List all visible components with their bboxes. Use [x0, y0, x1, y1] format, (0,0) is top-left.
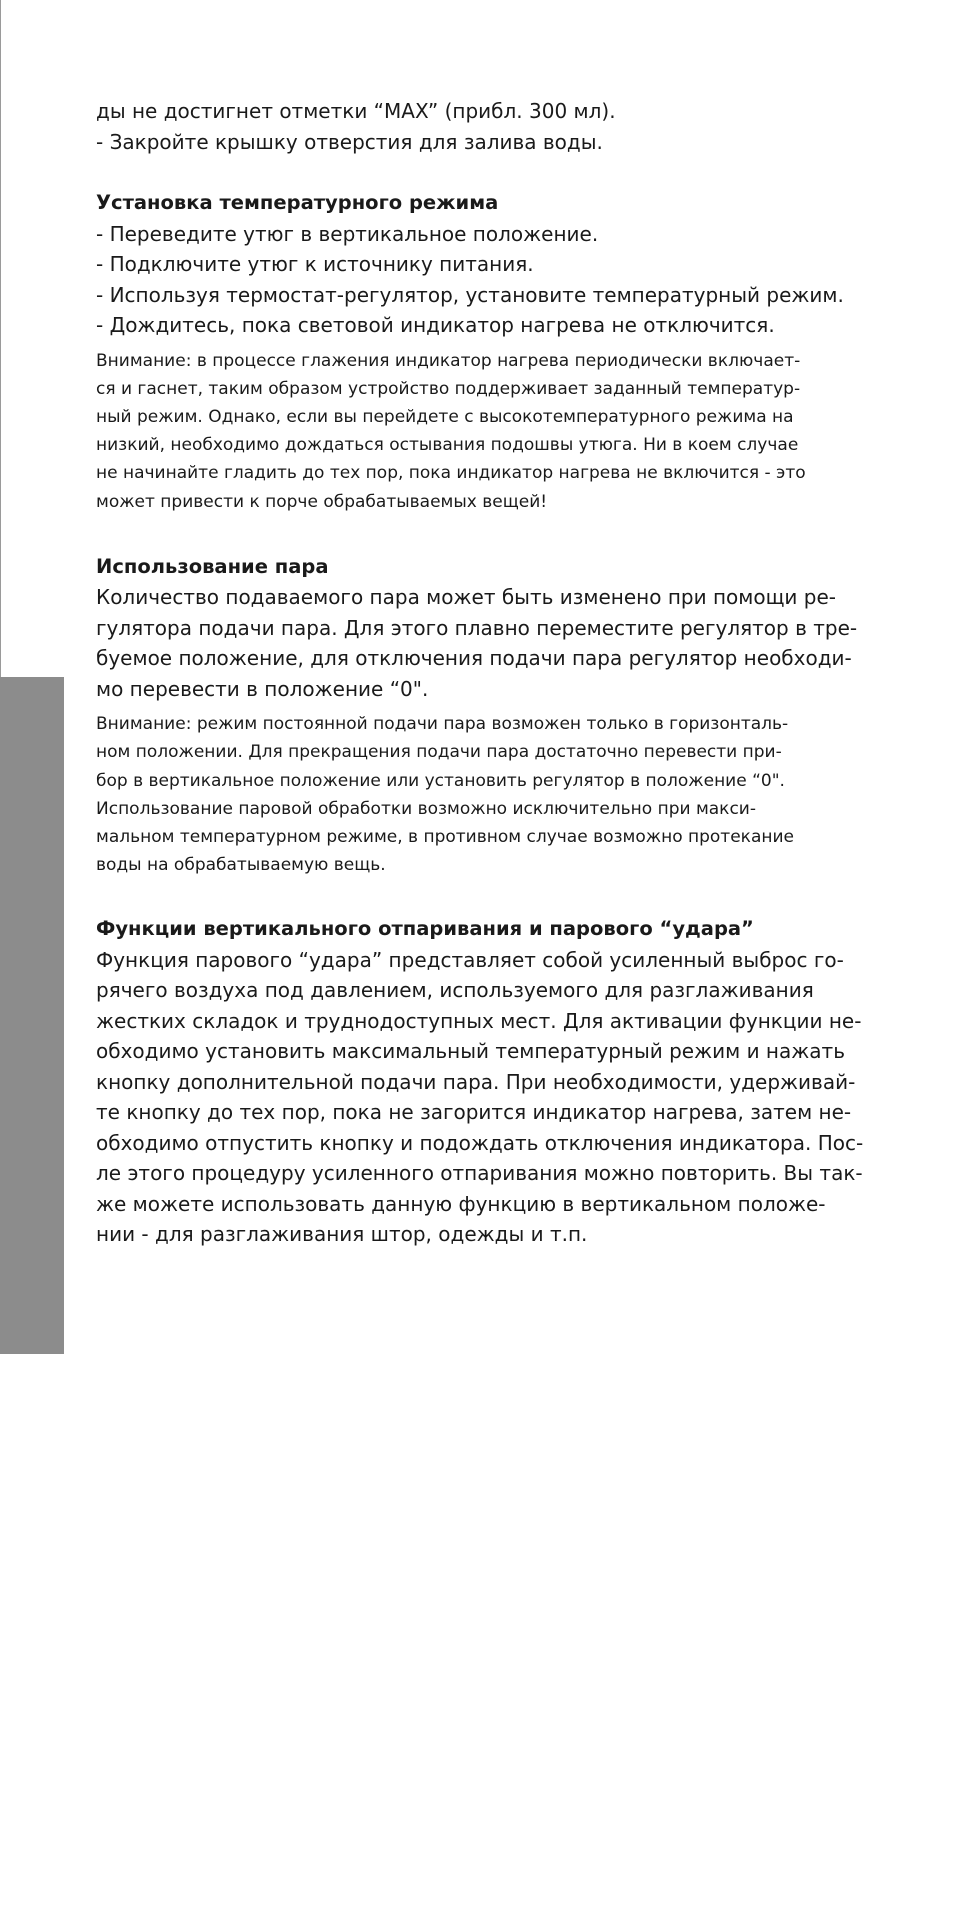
text-line: рячего воздуха под давлением, используемого для разглаживания: [96, 978, 814, 1003]
section-steam: [96, 552, 876, 880]
text-line: те кнопку до тех пор, пока не загорится индикатор нагрева, затем не-: [96, 1100, 852, 1125]
note-line: может привести к порче обрабатываемых вещей!: [96, 491, 548, 512]
note-line: бор в вертикальное положение или установить регулятор в положение “0".: [96, 770, 785, 791]
text-line: обходимо установить максимальный температурный режим и нажать: [96, 1039, 845, 1064]
text-line: жестких складок и труднодоступных мест. Для активации функции не-: [96, 1008, 862, 1033]
intro-text: [96, 96, 876, 157]
section-heading: Установка температурного режима: [96, 191, 499, 214]
note-line: ный режим. Однако, если вы перейдете с высокотемпературного режима на: [96, 406, 794, 427]
note-line: воды на обрабатываемую вещь.: [96, 855, 386, 876]
text-line: кнопку дополнительной подачи пара. При необходимости, удерживай-: [96, 1069, 856, 1094]
note-line: ся и гаснет, таким образом устройство поддерживает заданный температур-: [96, 378, 801, 399]
note-line: мальном температурном режиме, в противном случае возможно протекание: [96, 827, 794, 848]
text-line: гулятора подачи пара. Для этого плавно переместите регулятор в тре-: [96, 615, 858, 640]
step-item: - Подключите утюг к источнику питания.: [96, 252, 534, 276]
step-item: - Переведите утюг в вертикальное положение.: [96, 221, 599, 246]
note-line: Внимание: в процессе глажения индикатор нагрева периодически включает-: [96, 350, 801, 371]
note-line: Использование паровой обработки возможно исключительно при макси-: [96, 798, 756, 819]
section-title-vertical: Эксплуатация устройства: [18, 1479, 46, 1843]
text-line: мо перевести в положение “0".: [96, 676, 429, 701]
text-line: обходимо отпустить кнопку и подождать отключения индикатора. Пос-: [96, 1130, 864, 1155]
note-line: Внимание: режим постоянной подачи пара возможен только в горизонталь-: [96, 714, 789, 735]
text-line: - Закройте крышку отверстия для залива воды.: [96, 129, 603, 154]
warning-note: [96, 710, 876, 879]
text-line: Количество подаваемого пара может быть изменено при помощи ре-: [96, 585, 836, 610]
section-temperature: [96, 188, 876, 516]
note-line: ном положении. Для прекращения подачи пара достаточно перевести при-: [96, 742, 782, 763]
text-line: же можете использовать данную функцию в вертикальном положе-: [96, 1191, 826, 1216]
text-line: нии - для разглаживания штор, одежды и т.п.: [96, 1222, 588, 1247]
note-line: низкий, необходимо дождаться остывания подошвы утюга. Ни в коем случае: [96, 435, 799, 456]
step-item: - Используя термостат-регулятор, установите температурный режим.: [96, 282, 844, 307]
step-item: - Дождитесь, пока световой индикатор нагрева не отключится.: [96, 313, 775, 337]
section-side-tab: [0, 677, 64, 1911]
note-line: не начинайте гладить до тех пор, пока индикатор нагрева не включится - это: [96, 463, 806, 484]
section-heading: Использование пара: [96, 554, 329, 578]
section-heading: Функции вертикального отпаривания и парового “удара”: [96, 917, 754, 941]
warning-note: [96, 347, 876, 516]
text-line: ды не достигнет отметки “MAX” (прибл. 300 мл).: [96, 99, 616, 123]
text-line: Функция парового “удара” представляет собой усиленный выброс го-: [96, 947, 844, 972]
text-line: буемое положение, для отключения подачи пара регулятор необходи-: [96, 646, 852, 671]
brand-logo: VR: [14, 1870, 50, 1911]
page-content: [96, 96, 876, 1250]
section-steam-burst: [96, 914, 876, 1250]
text-line: ле этого процедуру усиленного отпаривания можно повторить. Вы так-: [96, 1161, 863, 1186]
